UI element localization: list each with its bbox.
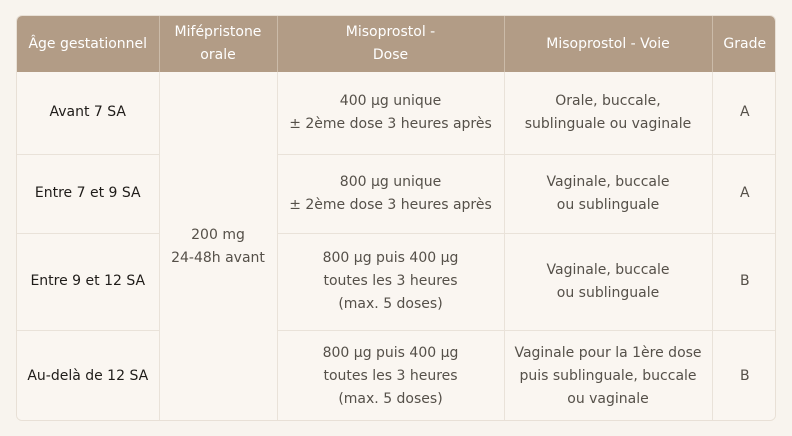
cell-grade: B [712,330,776,421]
cell-age: Au-delà de 12 SA [17,330,159,421]
cell-voie: Orale, buccale, sublinguale ou vaginale [504,72,712,154]
cell-grade: A [712,154,776,233]
cell-grade: B [712,233,776,330]
table-row [17,330,776,421]
cell-dose: 800 µg puis 400 µg toutes les 3 heures (max. 5 doses) [277,330,504,421]
cell-dose: 800 µg puis 400 µg toutes les 3 heures (max. 5 doses) [277,233,504,330]
header-grade: Grade [712,16,776,72]
cell-dose: 800 µg unique ± 2ème dose 3 heures après [277,154,504,233]
table-row [17,154,776,233]
cell-grade: A [712,72,776,154]
header-age: Âge gestationnel [17,16,159,72]
cell-voie: Vaginale pour la 1ère dose puis sublinguale, buccale ou vaginale [504,330,712,421]
table-row [17,233,776,330]
cell-age: Avant 7 SA [17,72,159,154]
header-mifepristone: Mifépristone orale [159,16,277,72]
cell-age: Entre 9 et 12 SA [17,233,159,330]
header-misoprostol-dose: Misoprostol - Dose [277,16,504,72]
protocol-table-container [16,15,776,421]
table-row [17,72,776,154]
cell-voie: Vaginale, buccale ou sublinguale [504,154,712,233]
protocol-table [17,16,776,421]
cell-voie: Vaginale, buccale ou sublinguale [504,233,712,330]
cell-age: Entre 7 et 9 SA [17,154,159,233]
cell-mifepristone: 200 mg 24-48h avant [159,72,277,421]
cell-dose: 400 µg unique ± 2ème dose 3 heures après [277,72,504,154]
header-row [17,16,776,72]
header-misoprostol-voie: Misoprostol - Voie [504,16,712,72]
